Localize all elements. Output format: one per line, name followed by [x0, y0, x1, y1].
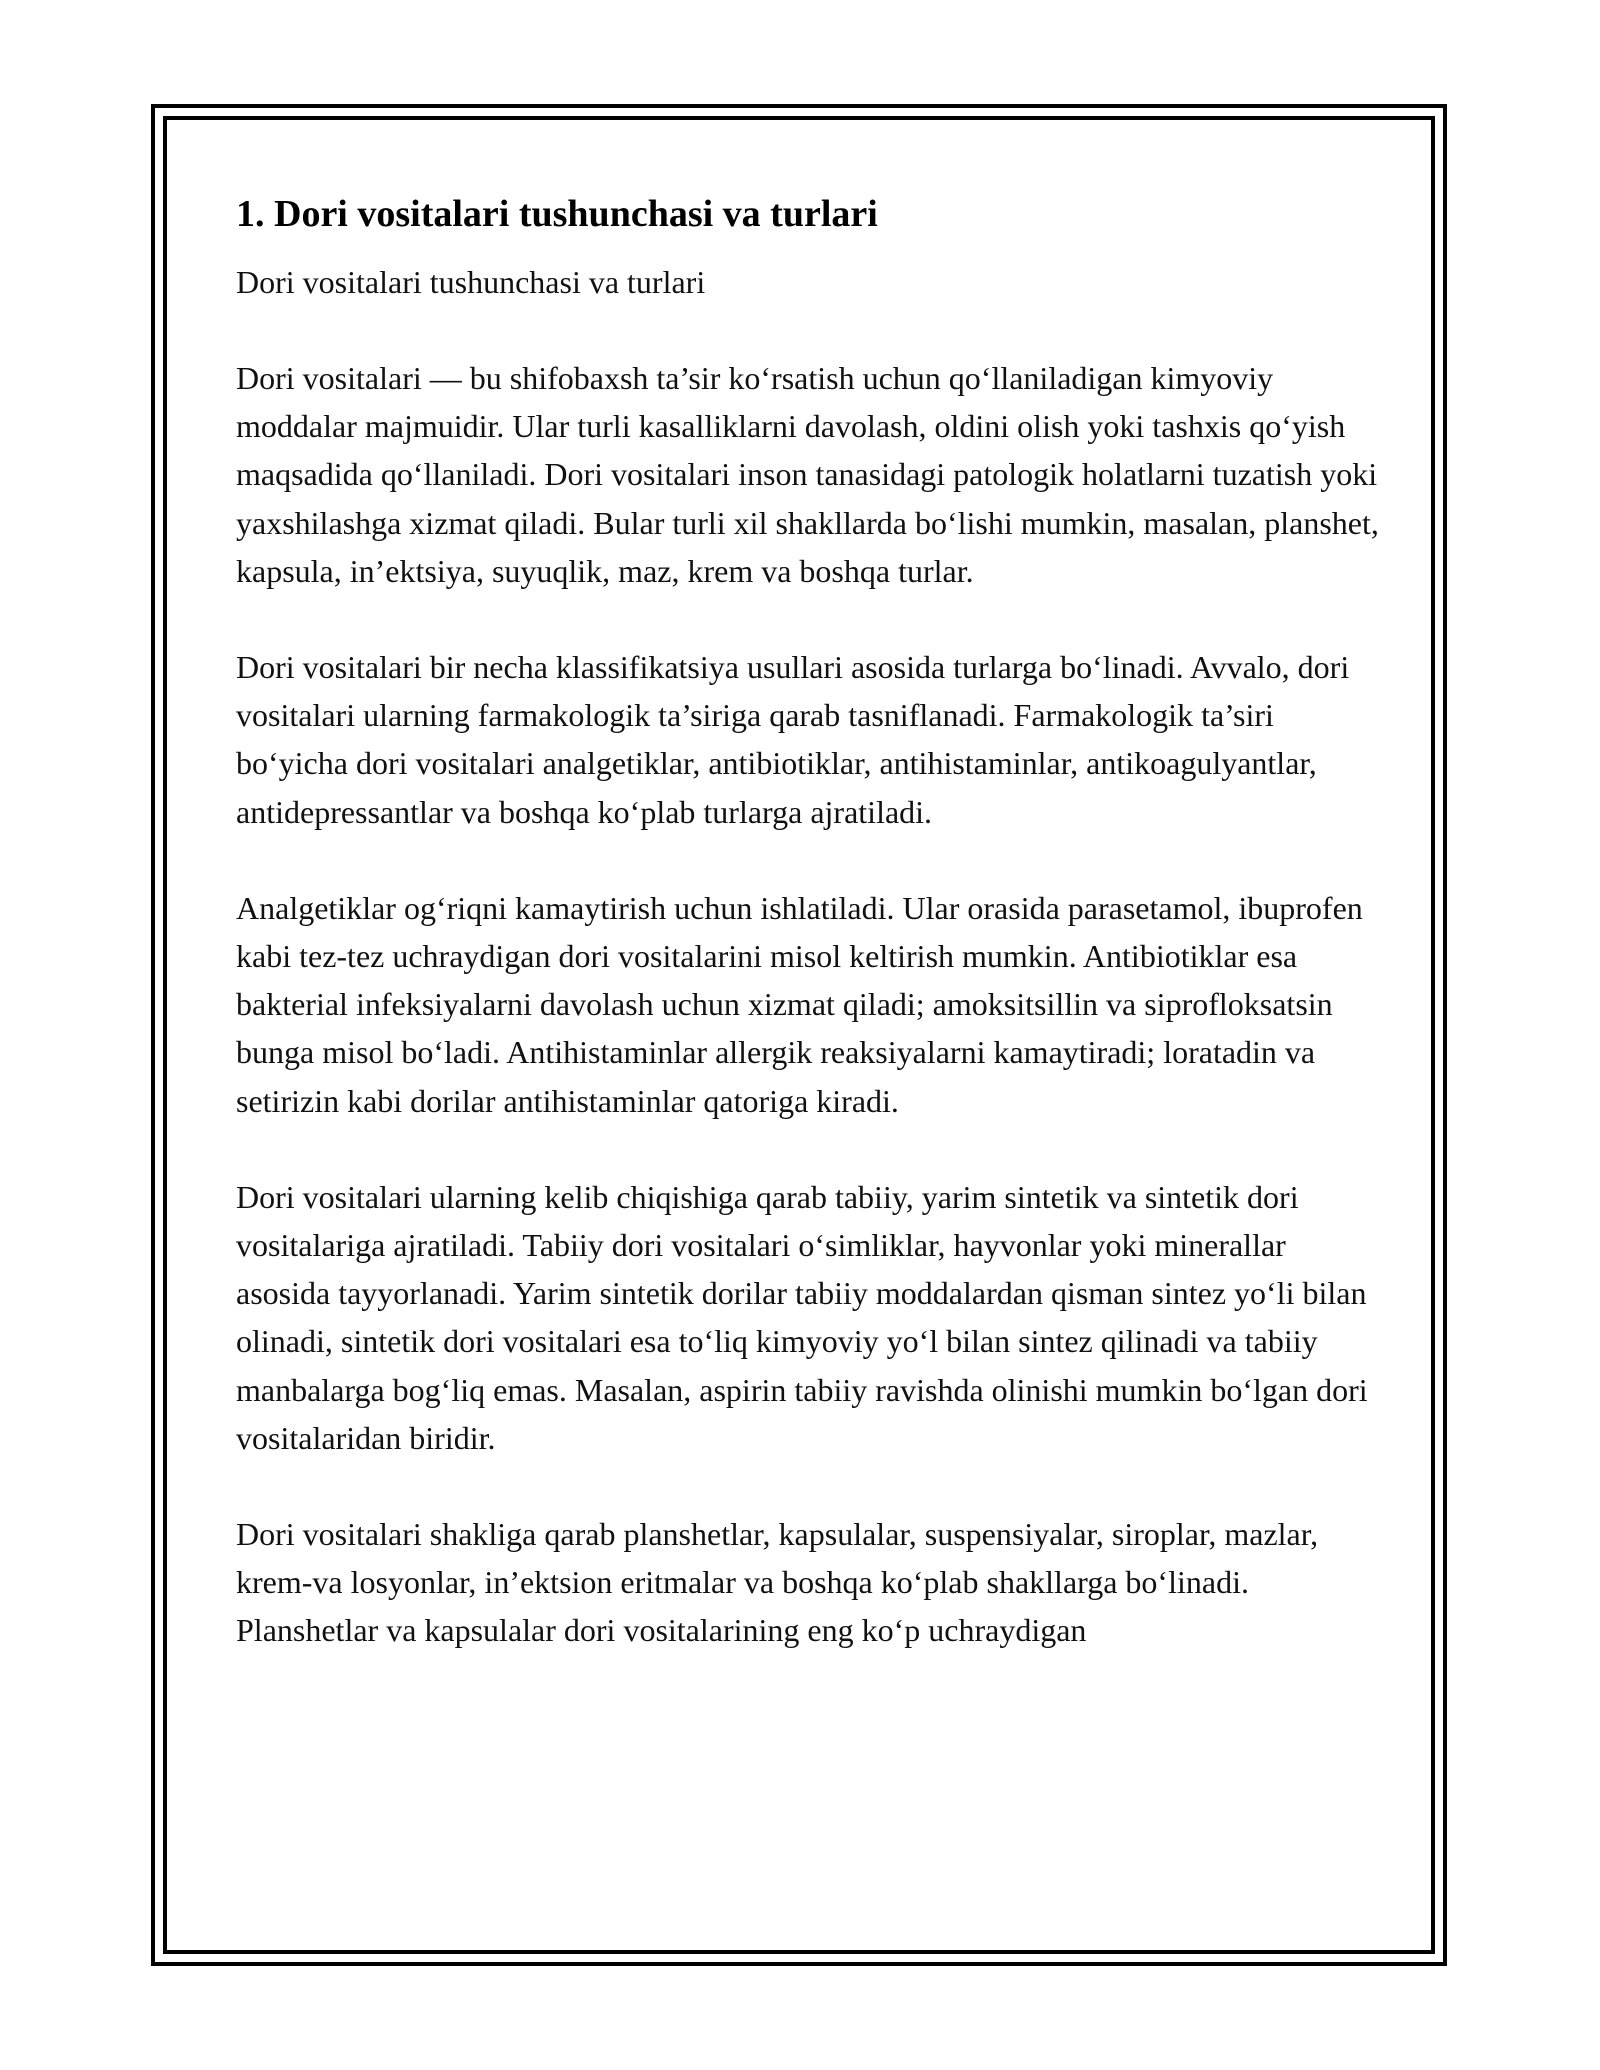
paragraph-origin: Dori vositalari ularning kelib chiqishiga qarab tabiiy, yarim sintetik va sintetik dori vositalariga ajratiladi. Tabiiy dori vositalari o‘simliklar, hayvonlar yoki minerallar asosida tayyorlanadi. Yarim sintetik dorilar tabiiy moddalardan qisman sintez yo‘li bilan olinadi, sintetik dori vositalari esa to‘liq kimyoviy yo‘l bilan sintez qilinadi va tabiiy manbalarga bog‘liq emas. Masalan, aspirin tabiiy ravishda olinishi mumkin bo‘lgan dori vositalaridan biridir.	[236, 1178, 1368, 1456]
paragraph-pharmacological-groups: Analgetiklar og‘riqni kamaytirish uchun ishlatiladi. Ular orasida parasetamol, ibuprofen kabi tez-tez uchraydigan dori vositalarini misol keltirish mumkin. Antibiotiklar esa bakterial infeksiyalarni davolash uchun xizmat qiladi; amoksitsillin va siprofloksatsin bunga misol bo‘ladi. Antihistaminlar allergik reaksiyalarni kamaytiradi; loratadin va setirizin kabi dorilar antihistaminlar qatoriga kiradi.	[236, 889, 1363, 1119]
section-subtitle: Dori vositalari tushunchasi va turlari	[236, 264, 706, 300]
paragraph-definition: Dori vositalari — bu shifobaxsh ta’sir ko‘rsatish uchun qo‘llaniladigan kimyoviy moddalar majmuidir. Ular turli kasalliklarni davolash, oldini olish yoki tashxis qo‘yish maqsadida qo‘llaniladi. Dori vositalari inson tanasidagi patologik holatlarni tuzatish yoki yaxshilashga xizmat qiladi. Bular turli xil shakllarda bo‘lishi mumkin, masalan, planshet, kapsula, in’ektsiya, suyuqlik, maz, krem va boshqa turlar.	[236, 360, 1379, 589]
paragraph-dosage-forms: Dori vositalari shakliga qarab planshetlar, kapsulalar, suspensiyalar, siroplar, mazlar, krem-va losyonlar, in’ektsion eritmalar va boshqa ko‘plab shakllarga bo‘linadi. Planshetlar va kapsulalar dori vositalarining eng ko‘p uchraydigan	[236, 1516, 1319, 1649]
document-body	[236, 190, 1386, 1703]
paragraph-classification: Dori vositalari bir necha klassifikatsiya usullari asosida turlarga bo‘linadi. Avvalo, dori vositalari ularning farmakologik ta’siriga qarab tasniflanadi. Farmakologik ta’siri bo‘yicha dori vositalari analgetiklar, antibiotiklar, antihistaminlar, antikoagulyantlar, antidepressantlar va boshqa ko‘plab turlarga ajratiladi.	[236, 649, 1350, 830]
section-heading: 1. Dori vositalari tushunchasi va turlari	[236, 193, 878, 235]
